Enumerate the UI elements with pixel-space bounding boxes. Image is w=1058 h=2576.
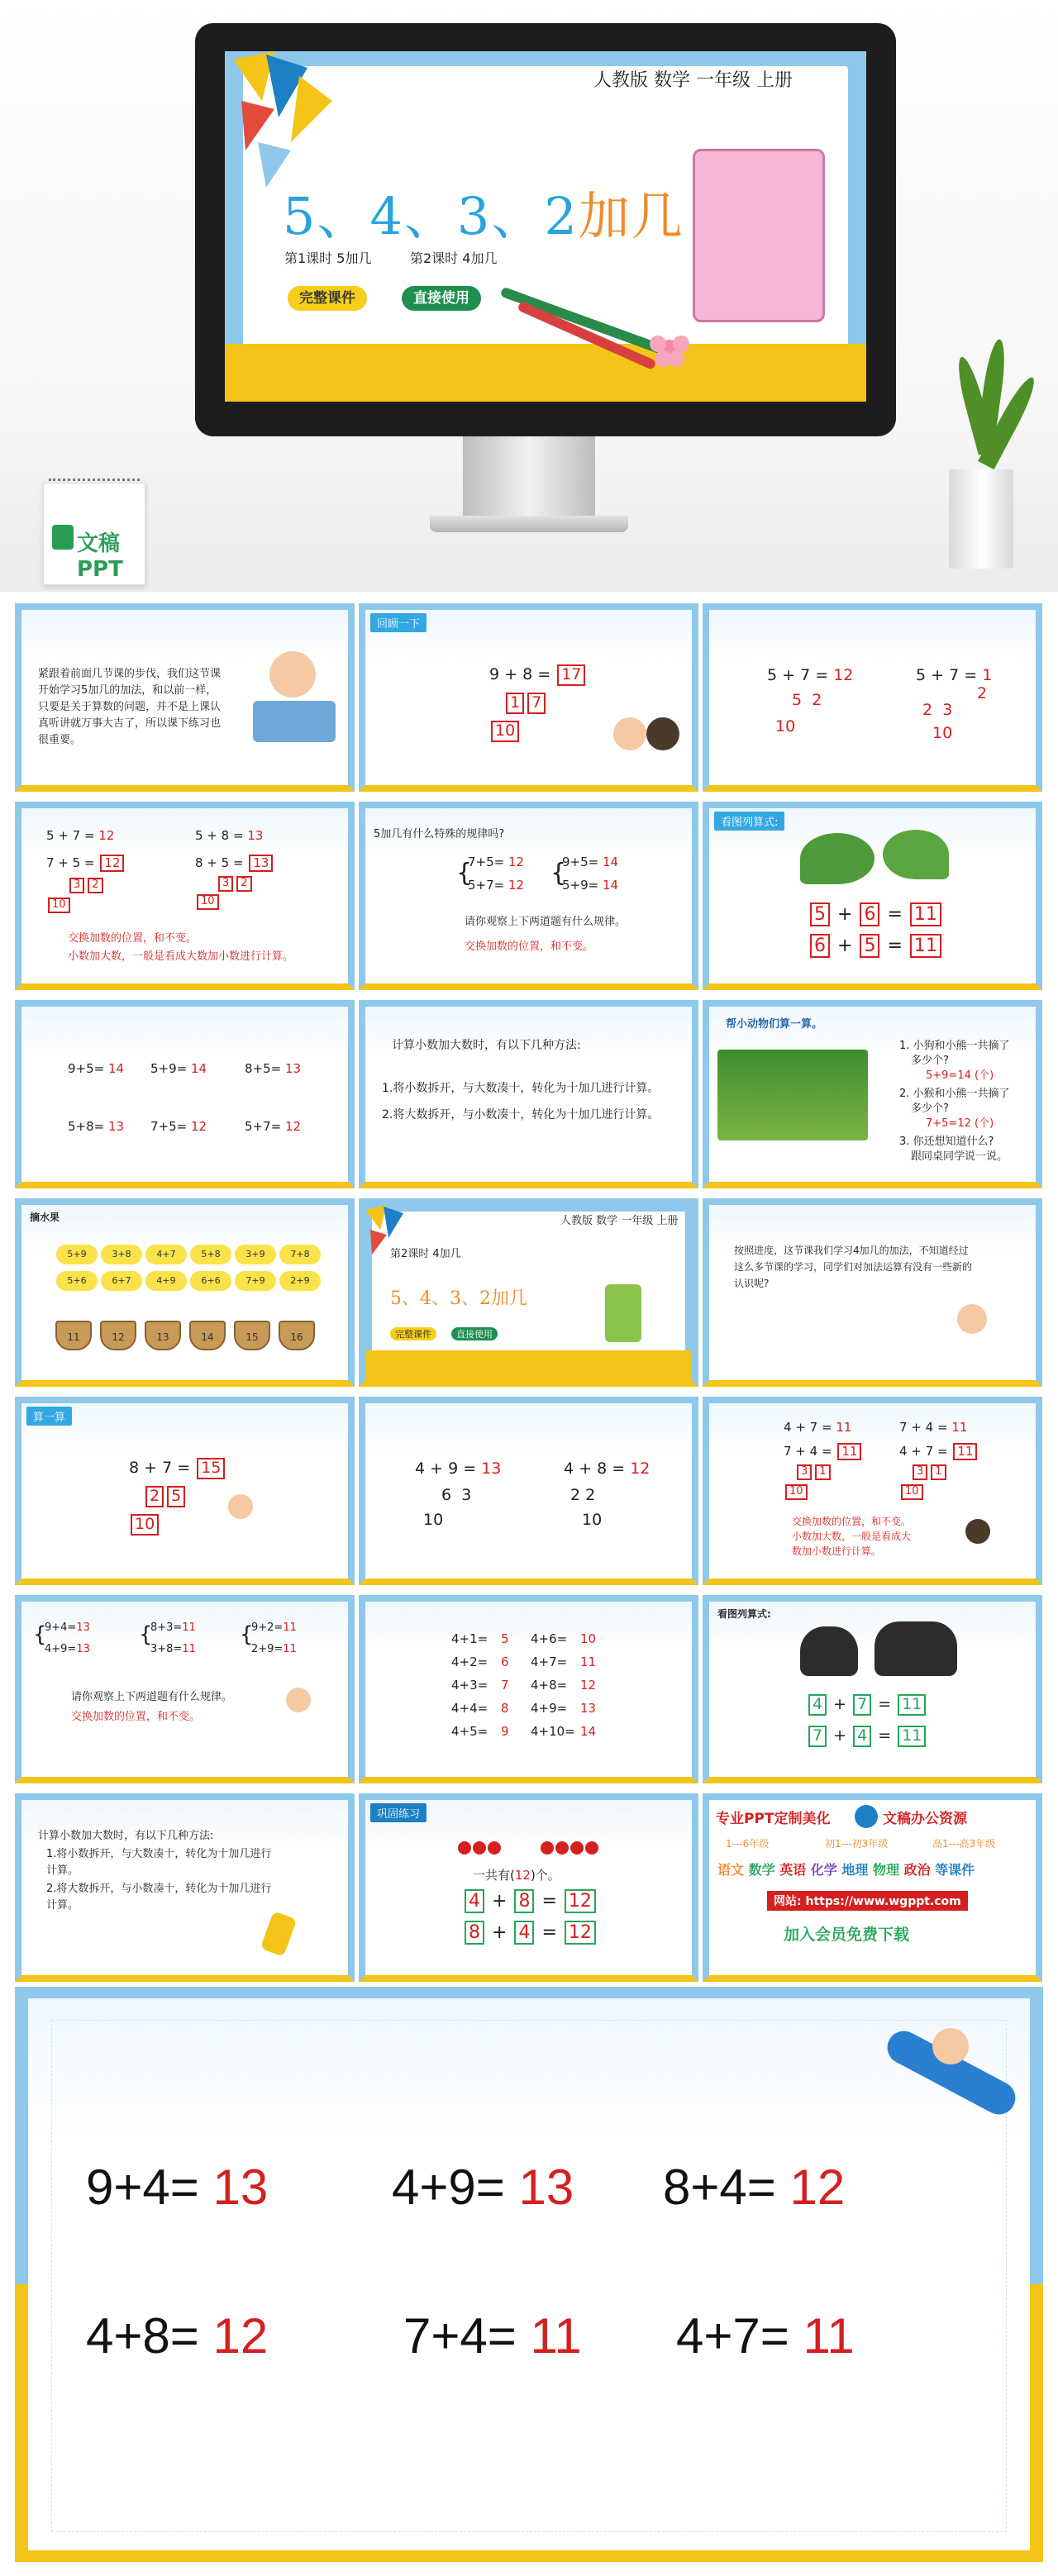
slide-4[interactable]: 5 + 7 = 12 5 + 8 = 13 7 + 5 = 12 8 + 5 = 13 3 2 3 2 10 10 交换加数的位置，和不变。 小数加大数，一般是看成大数加小数进行计算。	[15, 802, 355, 990]
slide-9[interactable]: 帮小动物们算一算。 1. 小狗和小熊一共摘了 多少个? 5+9=14 (个) 2. 小猴和小熊一共摘了 多少个? 7+5=12 (个) 3. 你还想知道什么? 跟同桌同学说一说。	[703, 1000, 1042, 1188]
plant-pot	[949, 469, 1013, 569]
equation-row: 4+6= 10	[531, 1631, 597, 1646]
slide-17[interactable]	[359, 1595, 698, 1783]
boy-icon	[613, 717, 646, 750]
fruit-item[interactable]: 7+9	[235, 1271, 276, 1291]
teacher-icon	[286, 1688, 311, 1712]
equation-row: 4+10= 14	[531, 1724, 597, 1739]
slide-18[interactable]: 看图列算式: 4 + 7 = 11 7 + 4 = 11	[703, 1595, 1042, 1783]
animals-forest-image	[717, 1050, 868, 1140]
hero-section	[0, 0, 1058, 592]
hero-title: 5、4、3、2加几	[283, 186, 684, 246]
slide-6[interactable]: 看图列算式: 5 + 6 = 11 6 + 5 = 11	[703, 802, 1042, 990]
equation-row: 4+9= 13	[531, 1701, 597, 1716]
bunting-flags-icon	[233, 51, 357, 192]
student-icon	[228, 1494, 253, 1519]
final-eq-1: 9+4= 13	[86, 2159, 269, 2215]
teacher-icon	[269, 651, 316, 698]
fruit-item[interactable]: 2+9	[279, 1271, 321, 1291]
slide-15[interactable]: 4 + 7 = 11 7 + 4 = 11 7 + 4 = 11 4 + 7 = 11 3 1 3 1 10 10 交换加数的位置，和不变。 小数加大数，一般是看成大 数加小数进行计算。	[703, 1397, 1042, 1585]
cherries-icon	[456, 1825, 605, 1858]
slide-14[interactable]: 4 + 9 = 13 6 3 10 4 + 8 = 12 2 2 10	[359, 1397, 698, 1585]
desk-icon	[253, 701, 336, 742]
girl-icon	[646, 717, 679, 750]
slide-5[interactable]: 5加几有什么特殊的规律吗? { 7+5= 12 5+7= 12 { 9+5= 14 5+9= 14 请你观察上下两道题有什么规律。 交换加数的位置，和不变。	[359, 802, 698, 990]
direct-use-button[interactable]: 直接使用	[402, 286, 481, 311]
pencil-character-icon	[260, 1911, 298, 1956]
monitor-base	[430, 516, 628, 532]
slide-3[interactable]: 5 + 7 = 12 5 2 10 5 + 7 = 1 2 2 3 10	[703, 603, 1042, 792]
basket-item[interactable]: 14	[189, 1321, 226, 1350]
equation-row: 4+5= 9	[451, 1724, 509, 1739]
hero-subtitle: 人教版 数学 一年级 上册	[593, 70, 793, 91]
leaf-ladybugs-icon	[800, 833, 875, 884]
fruit-item[interactable]: 6+7	[101, 1271, 142, 1291]
brand-logo-icon	[855, 1805, 878, 1828]
fruit-item[interactable]: 5+6	[56, 1271, 98, 1291]
slide-1[interactable]: 紧跟着前面几节课的步伐，我们这节课 开始学习5加几的加法，和以前一样， 只要是关于算数的问题，并不是上课认 真听讲就万事大吉了，所以课下练习也 很重要。	[15, 603, 355, 792]
basket-item[interactable]: 12	[100, 1321, 136, 1350]
penguins-icon	[800, 1626, 858, 1676]
pencil-case-icon	[693, 149, 825, 322]
logo-icon	[52, 525, 74, 550]
fruit-item[interactable]: 7+8	[279, 1245, 321, 1264]
full-courseware-button[interactable]: 完整课件	[288, 286, 367, 311]
fruit-item[interactable]: 5+9	[56, 1245, 98, 1264]
equation-row: 4+7= 11	[531, 1655, 597, 1669]
leaf-ladybugs-icon	[883, 830, 949, 879]
fruit-item[interactable]: 3+9	[235, 1245, 276, 1264]
slide-16[interactable]: { 9+4=13 4+9=13 { 8+3=11 3+8=11 { 9+2=11 2+9=11 请你观察上下两道题有什么规律。 交换加数的位置，和不变。	[15, 1595, 355, 1783]
slide-19[interactable]: 计算小数加大数时，有以下几种方法: 1.将小数拆开，与大数凑十，转化为十加几进行 计算。 2.将大数拆开，与小数凑十，转化为十加几进行 计算。	[15, 1793, 355, 1982]
flower-icon	[645, 327, 694, 369]
slide-11[interactable]: 人教版 数学 一年级 上册 第2课时 4加几 5、4、3、2加几 完整课件 直接使用	[359, 1198, 698, 1387]
fruit-item[interactable]: 3+8	[101, 1245, 142, 1264]
basket-item[interactable]: 16	[279, 1321, 315, 1350]
slide-10[interactable]: 摘水果 5+9 3+8 4+7 5+8 3+9 7+85+6 6+7 4+9 6+6 7+9 2+9 11 12 13 14 15 16	[15, 1198, 355, 1387]
fruit-item[interactable]: 4+7	[145, 1245, 187, 1264]
final-eq-5: 7+4= 11	[403, 2308, 582, 2364]
girl-icon	[965, 1519, 990, 1544]
kid-icon	[932, 2028, 969, 2064]
slide-7[interactable]: 9+5= 14 5+9= 14 8+5= 13 5+8= 13 7+5= 12 5+7= 12	[15, 1000, 355, 1188]
final-slide	[15, 1987, 1043, 2562]
book-character-icon	[605, 1284, 641, 1342]
basket-item[interactable]: 15	[234, 1321, 270, 1350]
hero-lesson-2: 第2课时 4加几	[410, 250, 498, 266]
basket-item[interactable]: 11	[55, 1321, 92, 1350]
final-eq-4: 4+8= 12	[86, 2308, 269, 2364]
fruit-item[interactable]: 5+8	[190, 1245, 231, 1264]
monitor-stand	[463, 436, 595, 519]
slide-20[interactable]: 巩固练习 一共有(12)个。 4 + 8 = 12 8 + 4 = 12	[359, 1793, 698, 1982]
equation-row: 4+8= 12	[531, 1678, 597, 1693]
slide-8[interactable]: 计算小数加大数时，有以下几种方法: 1.将小数拆开，与大数凑十，转化为十加几进行计算。 2.将大数拆开，与小数凑十，转化为十加几进行计算。	[359, 1000, 698, 1188]
brand-logo: 文稿PPT	[43, 483, 145, 585]
student-icon	[957, 1304, 987, 1334]
website-link[interactable]: 网站: https://www.wgppt.com	[767, 1891, 968, 1911]
final-eq-3: 8+4= 12	[663, 2159, 846, 2215]
equation-row: 4+3= 7	[451, 1678, 509, 1693]
final-eq-6: 4+7= 11	[676, 2308, 855, 2364]
equation-row: 4+2= 6	[451, 1655, 509, 1669]
slide-2[interactable]: 回顾一下 9 + 8 = 17 1 7 10	[359, 603, 698, 792]
fruit-item[interactable]: 4+9	[145, 1271, 187, 1291]
basket-item[interactable]: 13	[145, 1321, 181, 1350]
slide-13[interactable]: 算一算 8 + 7 = 15 2 5 10	[15, 1397, 355, 1585]
slide-21-ad[interactable]: 专业PPT定制美化 文稿办公资源 1---6年级 初1---初3年级 高1---高3年级 语文 数学 英语 化学 地理 物理 政治 等课件 网站: https://www.wgppt.com 加入会员免费下载	[703, 1793, 1042, 1982]
penguins-icon	[875, 1621, 957, 1676]
slide-12[interactable]: 按照进度，这节课我们学习4加几的加法，不知道经过 这么多节课的学习，同学们对加法运算有没有一些新的 认识呢?	[703, 1198, 1042, 1387]
equation-row: 4+4= 8	[451, 1701, 509, 1716]
fruit-item[interactable]: 6+6	[190, 1271, 231, 1291]
final-eq-2: 4+9= 13	[392, 2159, 574, 2215]
hero-lesson-1: 第1课时 5加几	[284, 250, 372, 266]
equation-row: 4+1= 5	[451, 1631, 509, 1646]
